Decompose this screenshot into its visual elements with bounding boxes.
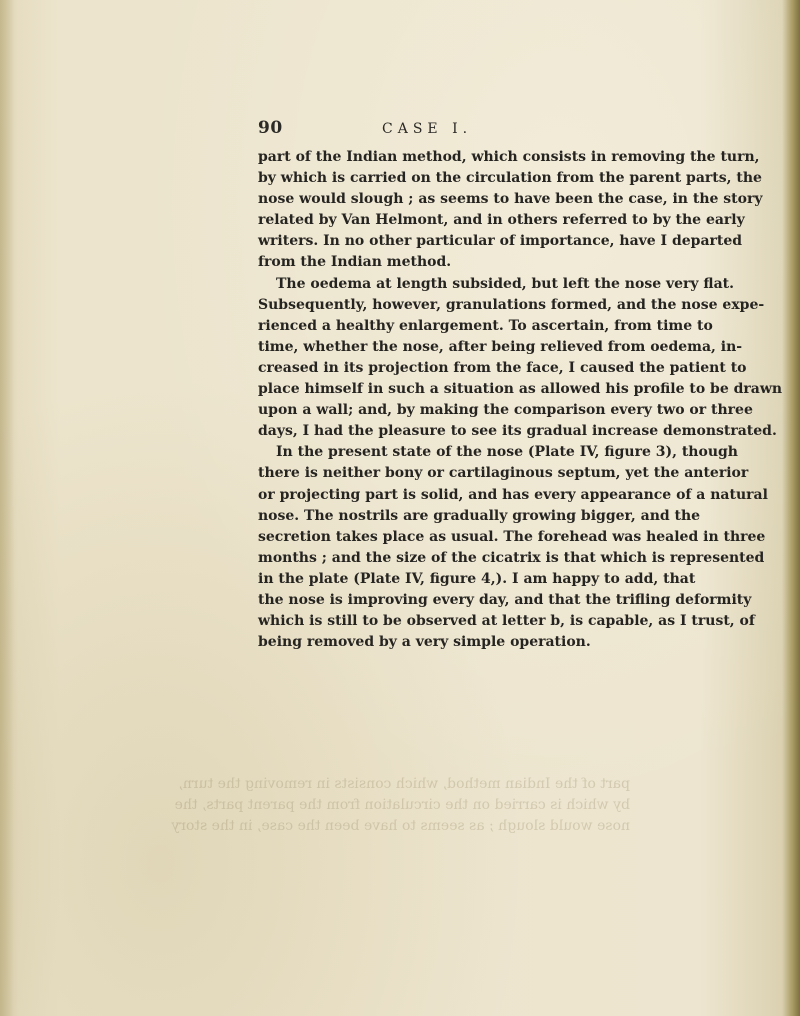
text-line: creased in its projection from the face, I caused the patient to (258, 359, 747, 376)
show-through-line: nose would slough ; as seems to have been the case, in the story (171, 818, 630, 834)
running-head: CASE I. (382, 121, 473, 137)
text-line: part of the Indian method, which consists in removing the turn, (258, 149, 760, 165)
show-through-text (171, 774, 630, 837)
text-line: nose. The nostrils are gradually growing bigger, and the (258, 507, 701, 524)
show-through-line: part of the Indian method, which consists in removing the turn, (178, 776, 630, 792)
text-line: by which is carried on the circulation from the parent parts, the (258, 170, 762, 187)
text-line: there is neither bony or cartilaginous septum, yet the anterior (258, 465, 749, 482)
body-text (258, 147, 783, 653)
text-line: being removed by a very simple operation. (258, 634, 591, 651)
text-line: from the Indian method. (258, 254, 452, 271)
text-line: the nose is improving every day, and that the trifling deformity (258, 591, 752, 608)
text-line: writers. In no other particular of importance, have I departed (258, 233, 743, 250)
show-through-line: by which is carried on the circulation from the parent parts, the (174, 797, 630, 813)
text-line: secretion takes place as usual. The forehead was healed in three (258, 528, 766, 545)
text-line: time, whether the nose, after being relieved from oedema, in- (258, 338, 743, 355)
text-line: days, I had the pleasure to see its gradual increase demonstrated. (258, 423, 777, 440)
page-gutter-shadow (0, 0, 14, 1016)
text-line: The oedema at length subsided, but left the nose very flat. (276, 275, 735, 292)
text-line: rienced a healthy enlargement. To ascertain, from time to (258, 317, 713, 334)
text-line: in the plate (Plate IV, figure 4,). I am happy to add, that (258, 570, 696, 587)
text-line: Subsequently, however, granulations formed, and the nose expe- (258, 296, 765, 313)
page-number: 90 (258, 118, 283, 138)
text-line: or projecting part is solid, and has every appearance of a natural (258, 486, 768, 503)
text-line: related by Van Helmont, and in others referred to by the early (258, 212, 745, 229)
text-line: which is still to be observed at letter b, is capable, as I trust, of (258, 613, 755, 630)
text-line: upon a wall; and, by making the comparison every two or three (258, 402, 753, 419)
text-line: nose would slough ; as seems to have been the case, in the story (258, 191, 763, 208)
text-line: months ; and the size of the cicatrix is that which is represented (258, 549, 765, 566)
text-line: In the present state of the nose (Plate IV, figure 3), though (276, 444, 738, 461)
page-edge-shadow (782, 0, 800, 1016)
text-line: place himself in such a situation as allowed his profile to be drawn (258, 381, 783, 398)
